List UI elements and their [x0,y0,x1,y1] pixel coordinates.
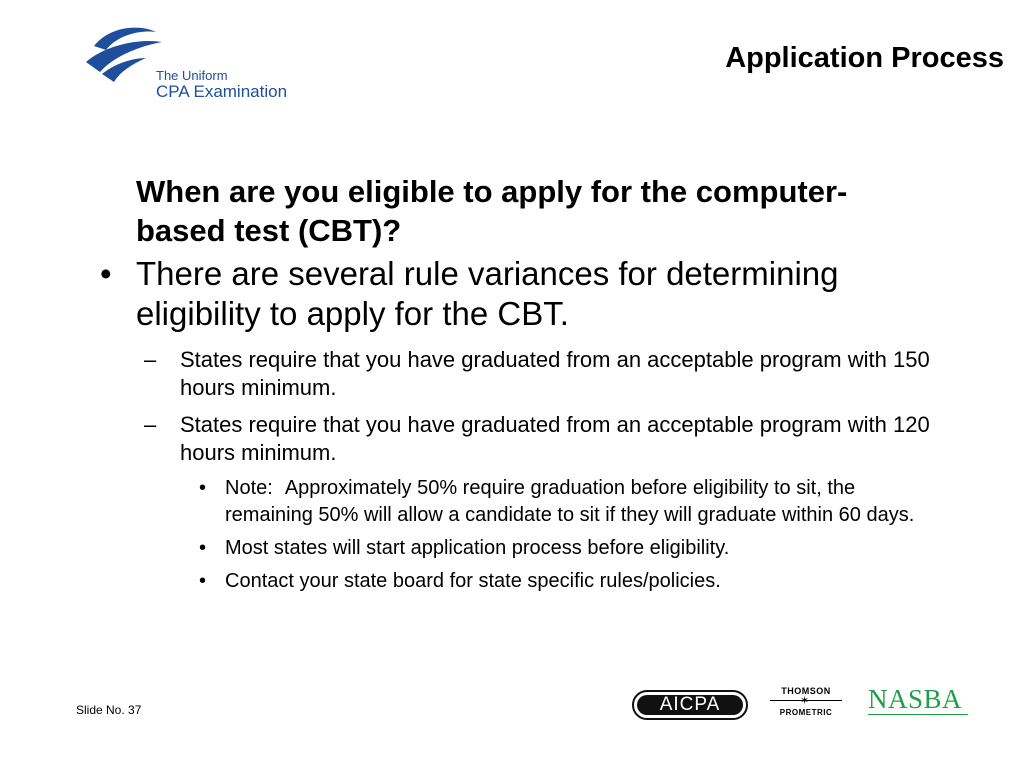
logo-text-line2: CPA Examination [156,82,288,101]
bullet-item [100,254,926,334]
note-item [199,535,945,562]
aicpa-logo [632,690,748,720]
slide-number: Slide No. 37 [76,703,142,717]
note-label: Note: [225,477,273,499]
dash-marker: – [144,347,157,372]
bullet-marker: • [199,477,207,499]
slide-title: Application Process [725,42,1004,74]
logo-text-line1: The Uniform [156,68,228,83]
slide-body [100,172,960,595]
nasba-text: NASBA [868,684,963,714]
sub-item-text: States require that you have graduated from an acceptable program with 150 hours minimum. [180,347,930,400]
dash-marker: – [144,412,157,437]
note-text: Most states will start application process before eligibility. [225,537,730,559]
logo-divider [868,714,968,715]
cpa-exam-logo [84,24,304,110]
aicpa-logo-text: AICPA [637,695,743,715]
bullet-marker: • [199,570,207,592]
star-icon: ✶ [800,695,810,707]
note-item [199,568,945,595]
bullet-marker: • [199,537,207,559]
thomson-text: THOMSON [781,686,831,696]
sub-item-150-hours [144,346,940,402]
note-text: Approximately 50% require graduation before eligibility to sit, the remaining 50% will allow a candidate to sit if they will graduate within 60 days. [225,477,915,526]
note-text: Contact your state board for state specific rules/policies. [225,570,721,592]
note-item [199,475,945,529]
thomson-prometric-logo [766,686,846,720]
sub-item-text: States require that you have graduated from an acceptable program with 120 hours minimum. [180,412,930,465]
question-heading: When are you eligible to apply for the computer-based test (CBT)? [136,174,848,248]
globe-swoosh-icon [84,24,164,84]
nasba-logo [866,684,970,720]
bullet-marker: • [100,255,112,292]
bullet-text: There are several rule variances for determining eligibility to apply for the CBT. [136,255,839,332]
sub-item-120-hours [144,411,940,467]
prometric-text: PROMETRIC [779,708,833,717]
